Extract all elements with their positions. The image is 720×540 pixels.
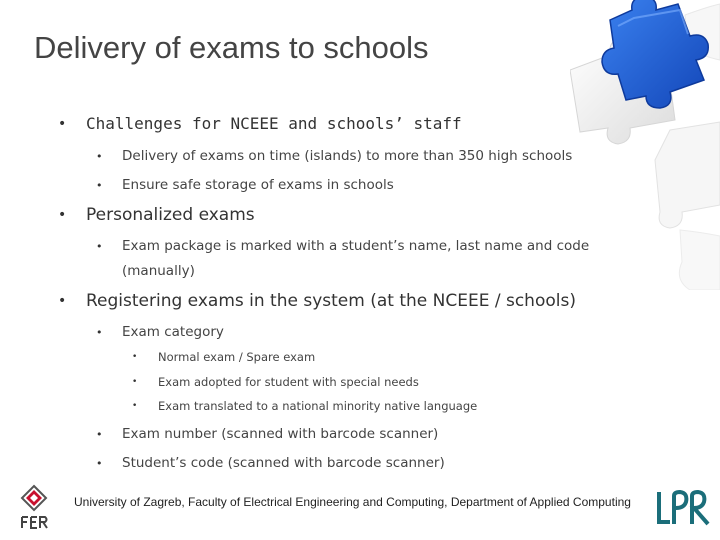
slide-title: Delivery of exams to schools: [34, 30, 429, 65]
list-item-challenges: Challenges for NCEEE and schools’ staff: [86, 114, 462, 133]
bullet-icon: •: [132, 377, 138, 387]
lpr-logo: [656, 490, 710, 526]
bullet-icon: •: [132, 401, 138, 411]
puzzle-pieces-icon: [570, 0, 720, 290]
bullet-icon: •: [96, 240, 103, 253]
list-item-exam-package: Exam package is marked with a student’s name, last name and code: [122, 238, 590, 254]
list-item-normal-exam: Normal exam / Spare exam: [158, 350, 316, 364]
list-item-exam-category: Exam category: [122, 324, 224, 340]
list-item-registering: Registering exams in the system (at the NCEEE / schools): [86, 291, 576, 311]
bullet-icon: •: [96, 457, 103, 470]
bullet-icon: •: [58, 116, 67, 132]
list-item-minority-language: Exam translated to a national minority native language: [158, 399, 478, 413]
bullet-icon: •: [58, 207, 67, 223]
list-item-exam-package-continuation: (manually): [122, 263, 195, 279]
bullet-icon: •: [58, 293, 67, 309]
bullet-icon: •: [96, 150, 103, 163]
list-item-delivery: Delivery of exams on time (islands) to more than 350 high schools: [122, 148, 573, 164]
bullet-icon: •: [96, 179, 103, 192]
bullet-icon: •: [96, 326, 103, 339]
footer-institution: University of Zagreb, Faculty of Electrical Engineering and Computing, Department of Applied Computing: [74, 495, 631, 509]
list-item-exam-number: Exam number (scanned with barcode scanner): [122, 426, 439, 442]
bullet-icon: •: [96, 428, 103, 441]
list-item-storage: Ensure safe storage of exams in schools: [122, 177, 394, 193]
list-item-student-code: Student’s code (scanned with barcode scanner): [122, 455, 445, 471]
bullet-icon: •: [132, 352, 138, 362]
list-item-personalized: Personalized exams: [86, 205, 255, 225]
fer-logo: [18, 484, 50, 530]
list-item-special-needs: Exam adopted for student with special needs: [158, 375, 419, 389]
